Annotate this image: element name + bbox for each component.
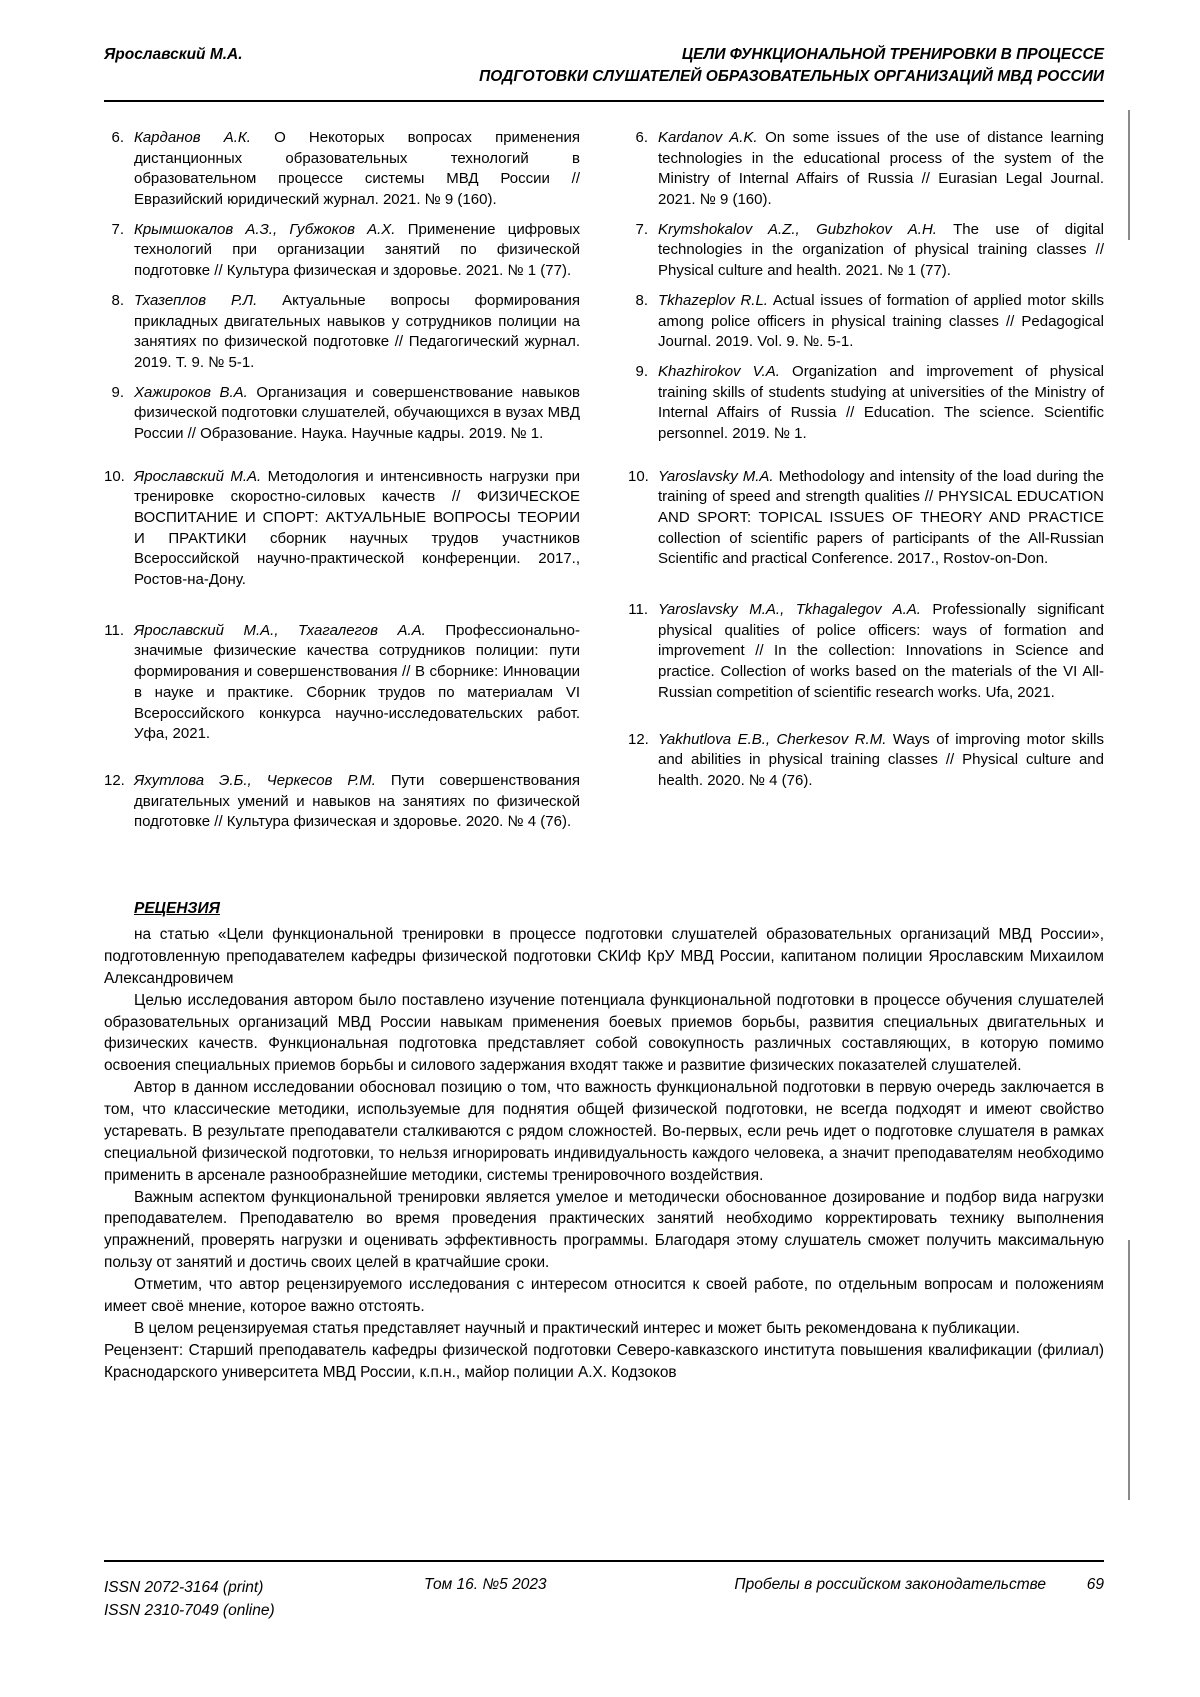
reference-text <box>134 621 580 745</box>
reference-authors: Yakhutlova E.B., Cherkesov R.M. <box>658 730 887 748</box>
review-section <box>104 900 1104 1383</box>
reference-item <box>628 467 1104 570</box>
reference-number: 10. <box>628 467 649 485</box>
reference-text <box>134 771 580 833</box>
reference-authors: Tkhazeplov R.L. <box>658 291 768 309</box>
reference-number: 8. <box>635 291 648 309</box>
reference-authors: Yaroslavsky M.A. <box>658 467 774 485</box>
reference-item <box>104 621 580 745</box>
review-paragraph: Целью исследования автором было поставлено изучение потенциала функциональной подготовки в процессе обучения слушателей образовательных организаций МВД России навыкам применения боевых приемов борьбы, развития специальных двигательных и физических качеств. Функциональная подготовка представляет собой совокупность различных составляющих, в которую помимо освоения специальных приемов борьбы и силового задержания входят также и развитие физических показателей слушателей. <box>104 991 1104 1075</box>
review-paragraph: Автор в данном исследовании обосновал позицию о том, что важность функциональной подготовки в первую очередь заключается в том, что классические методики, используемые для поднятия общей физической подготовки, не всегда подходят и имеют свойство устаревать. В результате преподаватели сталкиваются с рядом сложностей. Во-первых, если речь идет о подготовке слушателя в рамках специальной физической подготовки, то нельзя игнорировать индивидуальность каждого человека, а значит преподавателям необходимо применить в арсенале разнообразнейшие методики, системы тренировочного воздействия. <box>104 1079 1104 1184</box>
references-section <box>104 128 1104 842</box>
reference-text <box>658 467 1104 570</box>
reference-item <box>628 220 1104 282</box>
reference-number: 6. <box>635 129 648 146</box>
reference-authors: Ярославский М.А., Тхагалегов А.А. <box>134 621 426 639</box>
page-footer <box>104 1576 1104 1623</box>
footer-issn <box>104 1576 404 1623</box>
trim-mark-bottom <box>1128 1240 1130 1500</box>
reference-item <box>628 291 1104 353</box>
reference-body: Пути совершенствования двигательных умений и навыков на занятиях по физической подготовке // Культура физическая и здоровье. 2020. № 4 (76). <box>134 771 581 831</box>
references-column-english <box>628 128 1104 842</box>
reference-item <box>104 771 580 833</box>
reference-item <box>104 467 580 591</box>
reference-number: 6. <box>111 129 124 146</box>
header-title-line-1: ЦЕЛИ ФУНКЦИОНАЛЬНОЙ ТРЕНИРОВКИ В ПРОЦЕССЕ <box>681 46 1104 63</box>
header-title-line-2: ПОДГОТОВКИ СЛУШАТЕЛЕЙ ОБРАЗОВАТЕЛЬНЫХ ОРГАНИЗАЦИЙ МВД РОССИИ <box>479 68 1104 86</box>
reference-text <box>658 128 1104 211</box>
reference-number: 7. <box>635 220 648 238</box>
trim-mark-top <box>1128 110 1130 240</box>
reference-item <box>628 730 1104 792</box>
reference-text <box>134 128 580 211</box>
reference-item <box>104 291 580 374</box>
reference-item <box>628 362 1104 445</box>
reference-text <box>658 220 1104 282</box>
reference-body: Professionally significant physical qualities of police officers: ways of formation and improvement // In the collection: Innovations in Science and practice. Collection of works based on the materials of the VI All-Russian competition of scientific research works. Ufa, 2021. <box>658 601 1104 701</box>
reference-text <box>658 291 1104 353</box>
reference-text <box>658 600 1104 703</box>
review-paragraph: на статью «Цели функциональной тренировки в процессе подготовки слушателей образовательных организаций МВД России», подготовленную преподавателем кафедры физической подготовки СКИф КрУ МВД России, капитаном полиции Ярославским Михаилом Александровичем <box>104 926 1104 987</box>
reference-body: О Некоторых вопросах применения дистанционных образовательных технологий в образовательном процессе системы МВД России // Евразийский юридический журнал. 2021. № 9 (160). <box>134 129 580 209</box>
reference-body: Применение цифровых технологий при организации занятий по физической подготовке // Культура физическая и здоровье. 2021. № 1 (77). <box>134 220 581 280</box>
references-column-russian <box>104 128 580 842</box>
reference-body: Methodology and intensity of the load during the training of speed and strength qualities // PHYSICAL EDUCATION AND SPORT: TOPICAL ISSUES OF THEORY AND PRACTICE collection of scientific papers of participants of the All-Russian Scientific and practical Conference. 2017., Rostov-on-Don. <box>658 467 1105 568</box>
reference-number: 11. <box>628 601 648 619</box>
review-paragraph: Отметим, что автор рецензируемого исследования с интересом относится к своей работе, по отдельным вопросам и положениям имеет своё мнение, которое важно отстоять. <box>104 1276 1104 1315</box>
reference-text <box>134 220 580 282</box>
reference-body: Организация и совершенствование навыков физической подготовки слушателей, обучающихся в вузах МВД России // Образование. Наука. Научные кадры. 2019. № 1. <box>134 383 581 442</box>
reference-number: 8. <box>111 291 124 309</box>
reference-text <box>134 383 580 445</box>
reference-number: 10. <box>104 467 125 485</box>
reference-authors: Тхазеплов Р.Л. <box>134 291 258 309</box>
reference-number: 12. <box>104 771 125 789</box>
reference-body: Профессионально-значимые физические качества сотрудников полиции: пути формирования и совершенствования // В сборнике: Инновации в науке и практике. Сборник трудов по материалам VI Всероссийского конкурса научно-исследовательских работ. Уфа, 2021. <box>134 621 580 743</box>
header-divider <box>104 100 1104 102</box>
reference-text <box>134 467 580 591</box>
reference-item <box>628 128 1104 211</box>
reviewer-credentials: Рецензент: Старший преподаватель кафедры физической подготовки Северо-кавказского института повышения квалификации (филиал) Краснодарского университета МВД России, к.п.н., майор полиции А.Х. Кодзоков <box>104 1341 1104 1381</box>
reference-authors: Крымшокалов А.З., Губжоков А.Х. <box>134 220 396 238</box>
reference-authors: Khazhirokov V.A. <box>658 362 780 380</box>
reference-body: Actual issues of formation of applied motor skills among police officers in physical training classes // Pedagogical Journal. 2019. Vol. 9. №. 5-1. <box>658 291 1104 351</box>
reference-body: Organization and improvement of physical training skills of students studying at universities of the Ministry of Internal Affairs of Russia // Education. The science. Scientific personnel. 2019. № 1. <box>658 362 1104 442</box>
reference-text <box>658 730 1104 792</box>
header-author: Ярославский М.А. <box>104 46 243 63</box>
reference-authors: Яхутлова Э.Б., Черкесов Р.М. <box>134 771 376 789</box>
reference-number: 9. <box>635 362 648 380</box>
footer-divider <box>104 1560 1104 1562</box>
reference-item <box>104 128 580 211</box>
footer-journal-name: Пробелы в российском законодательстве <box>734 1576 1046 1593</box>
reference-authors: Карданов А.К. <box>134 129 251 146</box>
reference-body: Актуальные вопросы формирования прикладных двигательных навыков у сотрудников полиции на занятиях по физической подготовке // Педагогический журнал. 2019. Т. 9. № 5-1. <box>134 291 580 371</box>
reference-body: The use of digital technologies in the organization of physical training classes // Physical culture and health. 2021. № 1 (77). <box>658 220 1104 280</box>
issn-print: ISSN 2072-3164 (print) <box>104 1579 264 1596</box>
reference-number: 7. <box>111 220 124 238</box>
reference-number: 12. <box>628 730 649 748</box>
reference-authors: Хажироков В.А. <box>134 383 248 401</box>
reference-authors: Yaroslavsky M.A., Tkhagalegov A.A. <box>658 601 921 619</box>
reference-number: 11. <box>104 621 124 639</box>
review-heading: РЕЦЕНЗИЯ <box>134 900 220 917</box>
page-header <box>104 44 1104 89</box>
issn-online: ISSN 2310-7049 (online) <box>104 1602 275 1620</box>
header-title <box>479 44 1104 89</box>
reference-number: 9. <box>111 383 124 401</box>
review-paragraph: Важным аспектом функциональной тренировки является умелое и методически обоснованное дозирование и подбор вида нагрузки преподавателем. Преподавателю во время проведения практических занятий необходимо корректировать технику выполнения упражнений, проверять нагрузки и оценивать эффективность программы. Благодаря этому слушатель сможет получить максимальную пользу от занятий и достичь своих целей в кратчайшие сроки. <box>104 1188 1104 1272</box>
footer-volume: Том 16. №5 2023 <box>424 1576 547 1593</box>
reference-item <box>104 220 580 282</box>
reference-item <box>104 383 580 445</box>
review-paragraph: В целом рецензируемая статья представляет научный и практический интерес и может быть рекомендована к публикации. <box>134 1319 1020 1337</box>
reference-authors: Ярославский М.А. <box>134 467 262 485</box>
reference-body: Методология и интенсивность нагрузки при тренировке скоростно-силовых качеств // ФИЗИЧЕСКОЕ ВОСПИТАНИЕ И СПОРТ: АКТУАЛЬНЫЕ ВОПРОСЫ ТЕОРИИ И ПРАКТИКИ сборник научных трудов участников Всероссийской научно-практической конференции. 2017., Ростов-на-Дону. <box>134 467 581 589</box>
reference-item <box>628 600 1104 703</box>
reference-body: Ways of improving motor skills and abilities in physical training classes // Physical culture and health. 2020. № 4 (76). <box>658 730 1104 789</box>
reference-authors: Kardanov A.K. <box>658 129 758 146</box>
reference-text <box>658 362 1104 445</box>
reference-text <box>134 291 580 374</box>
reference-body: On some issues of the use of distance learning technologies in the educational process of the system of the Ministry of Internal Affairs of Russia // Eurasian Legal Journal. 2021. № 9 (160). <box>658 129 1105 209</box>
page-number: 69 <box>1086 1576 1104 1593</box>
reference-authors: Krymshokalov A.Z., Gubzhokov A.H. <box>658 220 937 238</box>
